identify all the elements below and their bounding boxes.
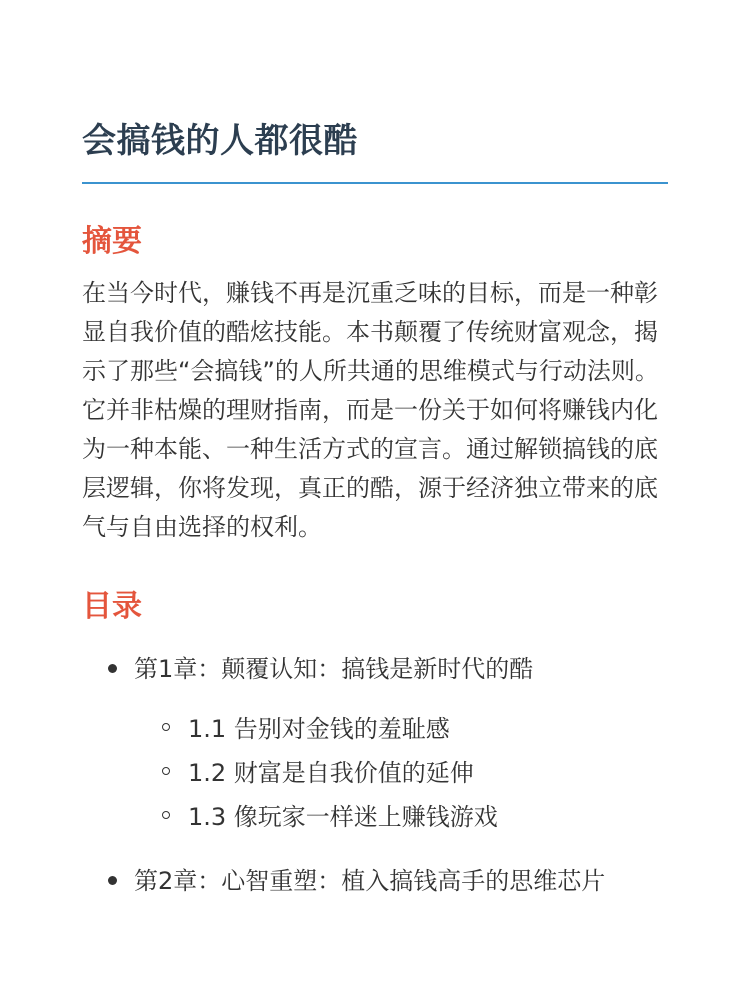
section-label: 1.2 财富是自我价值的延伸 — [188, 759, 474, 787]
section-label: 1.3 像玩家一样迷上赚钱游戏 — [188, 803, 498, 831]
hollow-bullet-icon — [162, 767, 170, 775]
hollow-bullet-icon — [162, 811, 170, 819]
toc-heading: 目录 — [82, 589, 142, 624]
toc-section-1-2[interactable] — [134, 751, 668, 795]
toc-chapter-1[interactable] — [82, 649, 668, 839]
filled-bullet-icon — [108, 664, 117, 673]
chapter-1-sections — [134, 707, 668, 839]
toc-section-1-3[interactable] — [134, 795, 668, 839]
filled-bullet-icon — [108, 876, 117, 885]
summary-text: 在当今时代，赚钱不再是沉重乏味的目标，而是一种彰显自我价值的酷炫技能。本书颠覆了传统财富观念，揭示了那些“会搞钱”的人所共通的思维模式与行动法则。它并非枯燥的理财指南，而是一份关于如何将赚钱内化为一种本能、一种生活方式的宣言。通过解锁搞钱的底层逻辑，你将发现，真正的酷，源于经济独立带来的底气与自由选择的权利。 — [82, 279, 659, 541]
summary-heading: 摘要 — [82, 224, 142, 259]
section-label: 1.1 告别对金钱的羞耻感 — [188, 715, 450, 743]
chapter-label: 第1章：颠覆认知：搞钱是新时代的酷 — [134, 655, 534, 683]
title-divider — [82, 182, 668, 184]
chapter-label: 第2章：心智重塑：植入搞钱高手的思维芯片 — [134, 867, 606, 895]
hollow-bullet-icon — [162, 723, 170, 731]
toc-chapter-2[interactable] — [82, 861, 668, 901]
table-of-contents — [82, 649, 668, 901]
document-title: 会搞钱的人都很酷 — [82, 121, 358, 161]
toc-section-1-1[interactable] — [134, 707, 668, 751]
